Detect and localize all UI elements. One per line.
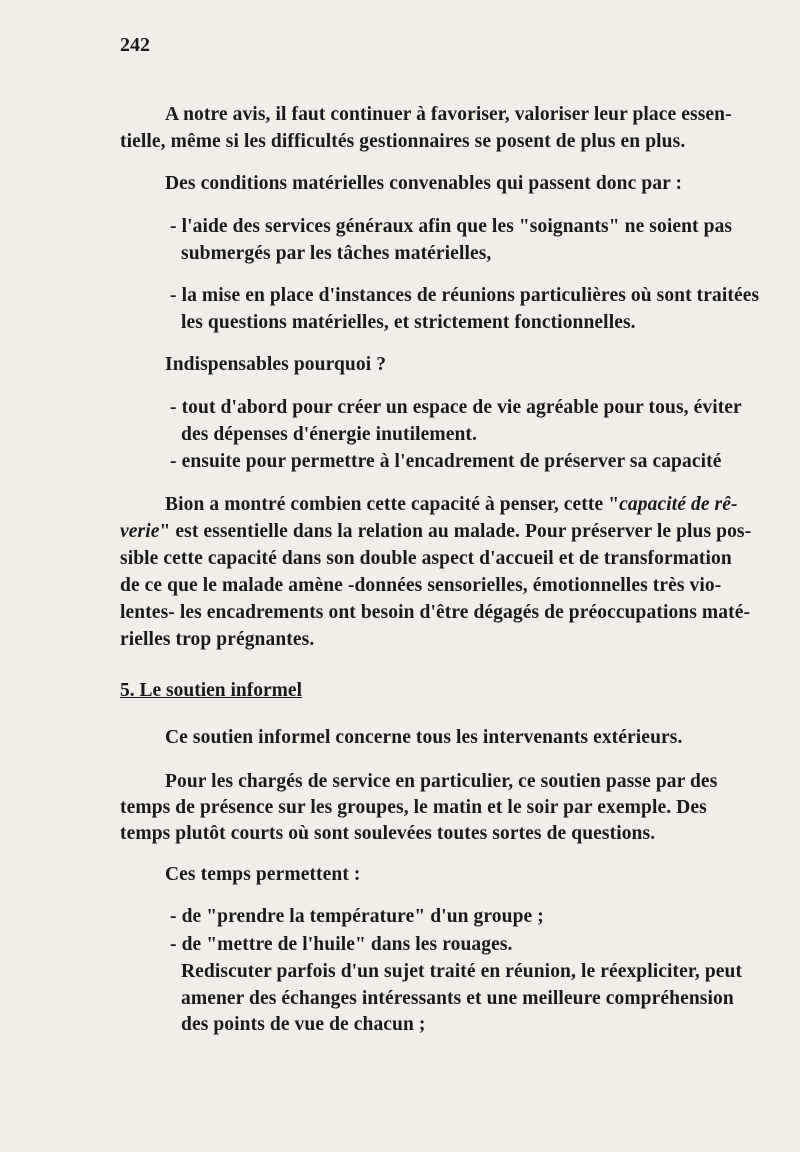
paragraph-line: tielle, même si les difficultés gestionnaires se posent de plus en plus.	[120, 131, 686, 152]
paragraph-line: lentes- les encadrements ont besoin d'être dégagés de préoccupations maté-	[120, 602, 751, 623]
paragraph-line	[120, 521, 751, 543]
list-item-continuation: les questions matérielles, et strictement fonctionnelles.	[181, 312, 636, 333]
list-item: - l'aide des services généraux afin que les "soignants" ne soient pas	[170, 216, 733, 237]
list-item-continuation: des points de vue de chacun ;	[181, 1014, 426, 1035]
text-span: " est essentielle dans la relation au malade. Pour préserver le plus pos-	[159, 521, 752, 542]
paragraph-line: Pour les chargés de service en particulier, ce soutien passe par des	[165, 771, 718, 792]
paragraph-line: de ce que le malade amène -données sensorielles, émotionnelles très vio-	[120, 575, 722, 596]
paragraph-line: rielles trop prégnantes.	[120, 629, 315, 650]
italic-text: capacité de rê-	[619, 494, 738, 515]
list-item: - tout d'abord pour créer un espace de vie agréable pour tous, éviter	[170, 397, 742, 418]
list-item: - ensuite pour permettre à l'encadrement de préserver sa capacité	[170, 451, 722, 472]
text-span: Bion a montré combien cette capacité à penser, cette "	[165, 494, 620, 515]
list-item: - de "mettre de l'huile" dans les rouages.	[170, 934, 513, 955]
paragraph-line: Ce soutien informel concerne tous les intervenants extérieurs.	[165, 727, 683, 748]
paragraph-line: Indispensables pourquoi ?	[165, 354, 387, 375]
list-item-continuation: Rediscuter parfois d'un sujet traité en réunion, le réexpliciter, peut	[181, 961, 743, 982]
list-item-continuation: submergés par les tâches matérielles,	[181, 243, 492, 264]
paragraph-line: temps plutôt courts où sont soulevées toutes sortes de questions.	[120, 823, 656, 844]
list-item-continuation: des dépenses d'énergie inutilement.	[181, 424, 477, 445]
italic-text: verie	[120, 521, 160, 542]
paragraph-line: temps de présence sur les groupes, le matin et le soir par exemple. Des	[120, 797, 707, 818]
paragraph-line: sible cette capacité dans son double aspect d'accueil et de transformation	[120, 548, 732, 569]
section-heading: 5. Le soutien informel	[120, 680, 302, 701]
list-item: - de "prendre la température" d'un groupe ;	[170, 906, 544, 927]
list-item-continuation: amener des échanges intéressants et une meilleure compréhension	[181, 988, 734, 1009]
paragraph-line: Des conditions matérielles convenables qui passent donc par :	[165, 173, 683, 194]
paragraph-line: A notre avis, il faut continuer à favoriser, valoriser leur place essen-	[165, 104, 732, 125]
paragraph-line	[165, 494, 738, 516]
paragraph-line: Ces temps permettent :	[165, 864, 361, 885]
list-item: - la mise en place d'instances de réunions particulières où sont traitées	[170, 285, 760, 306]
page-number: 242	[120, 34, 150, 56]
